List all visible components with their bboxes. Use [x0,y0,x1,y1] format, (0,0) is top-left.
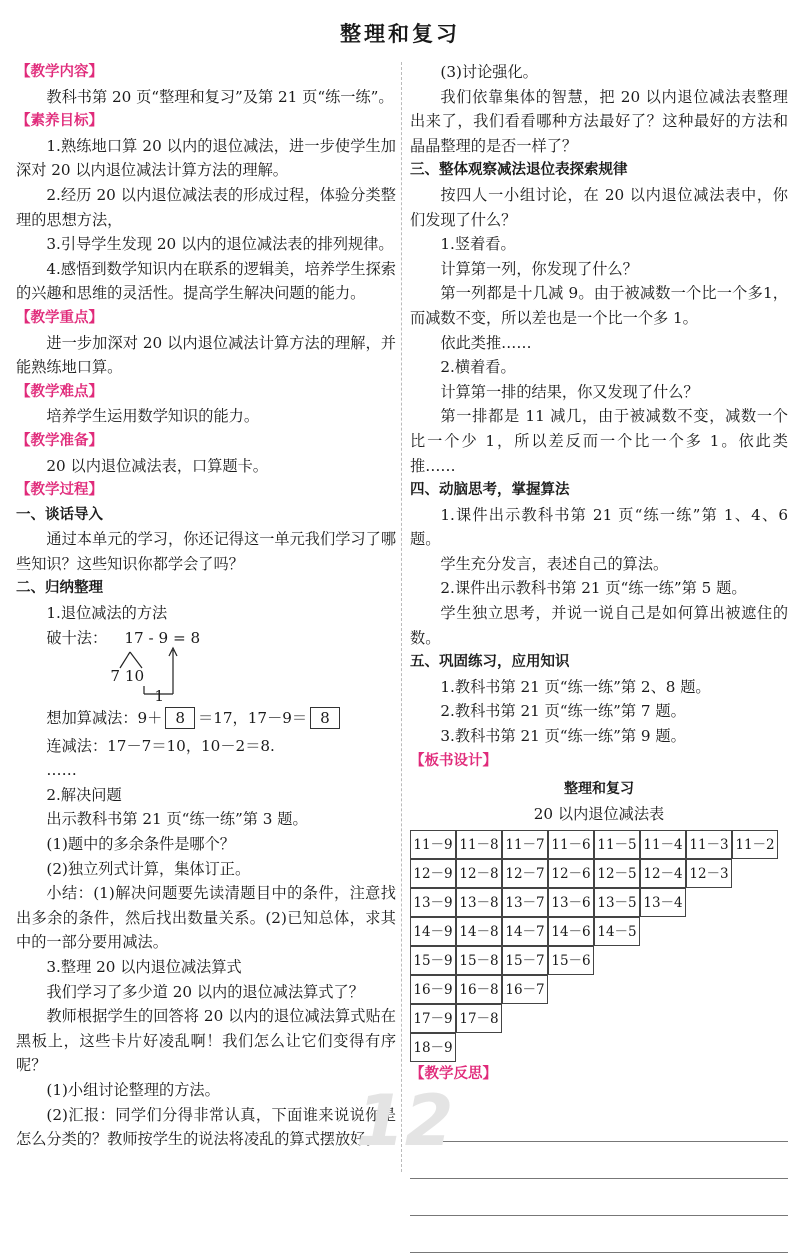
heading-process: 【教学过程】 [16,482,103,499]
table-cell: 15－7 [502,946,548,975]
right-line-14: 学生独立思考，并说一说自己是如何算出被遮住的数。 [410,604,788,647]
table-cell: 11－3 [686,830,732,859]
heading-difficult: 【教学难点】 [16,383,103,400]
page-title: 整理和复习 [340,22,460,46]
table-cell: 13－4 [640,888,686,917]
right-line-4: 1.竖着看。 [440,235,516,254]
reflection-line [410,1216,788,1253]
method-2-line-1: 出示教科书第 21 页“练一练”第 3 题。 [46,810,308,829]
section-3-heading: 三、整体观察减法退位表探索规律 [410,162,628,179]
table-cell: 12－6 [548,859,594,888]
method-3-line-3: (1)小组讨论整理的方法。 [46,1080,220,1099]
difficult-text: 培养学生运用数学知识的能力。 [46,407,260,426]
break-ten-one: 1 [154,686,165,705]
method-3-line-1: 我们学习了多少道 20 以内的退位减法算式了？ [46,982,364,1001]
section-1-heading: 一、谈话导入 [16,506,103,523]
table-cell: 11－6 [548,830,594,859]
table-cell: 13－9 [410,888,456,917]
table-cell: 14－7 [502,917,548,946]
section-1-text: 通过本单元的学习，你还记得这一单元我们学习了哪些知识？这些知识你都学会了吗？ [16,530,396,573]
right-column [410,60,788,1253]
summary-text: 小结：(1)解决问题要先读清题目中的条件，注意找出多余的条件，然后找出数量关系。(2)已知总体，求其中的一部分要用减法。 [16,884,396,952]
right-line-7: 依此类推…… [440,333,532,352]
method-2-line-2: (1)题中的多余条件是哪个？ [46,835,235,854]
table-cell: 13－6 [548,888,594,917]
table-cell: 13－8 [456,888,502,917]
table-cell: 12－3 [686,859,732,888]
answer-box-2: 8 [310,707,340,729]
column-divider [401,62,402,1172]
table-cell: 11－5 [594,830,640,859]
section-2-heading: 二、归纳整理 [16,580,103,597]
section-5-heading: 五、巩固练习，应用知识 [410,654,570,671]
ellipsis: …… [46,761,77,780]
break-ten-expression: 17 - 9 = 8 [124,628,201,647]
goal-4: 4.感悟到数学知识内在联系的逻辑美，培养学生探索的兴趣和思维的灵活性。提高学生解决问题的能力。 [16,259,396,303]
method-3-line-2: 教师根据学生的回答将 20 以内的退位减法算式贴在黑板上，这些卡片好凌乱啊！我们怎么让它们变得有序呢？ [16,1007,396,1075]
table-cell: 15－8 [456,946,502,975]
right-line-10: 第一排都是 11 减几，由于被减数不变，减数一个比一个少 1，所以差反而一个比一个多 1。依此类推…… [410,407,788,475]
add-part-a: 9＋ [137,708,163,727]
break-ten-label: 破十法： [46,628,108,647]
method-1-heading: 1.退位减法的方法 [46,604,168,623]
goal-3: 3.引导学生发现 20 以内的退位减法表的排列规律。 [46,235,394,254]
table-cell: 15－9 [410,946,456,975]
heading-goals: 【素养目标】 [16,113,103,130]
method-3-line-4: (2)汇报：同学们分得非常认真，下面谁来说说你是怎么分类的？教师按学生的说法将凌乱的算式摆放好。 [16,1105,396,1149]
board-title: 整理和复习 [564,781,634,798]
right-line-6: 第一列都是十几减 9。由于被减数一个比一个多1，而减数不变，所以差也是一个比一个多 1。 [410,284,788,327]
right-line-8: 2.横着看。 [440,358,516,377]
table-cell: 12－7 [502,859,548,888]
table-cell: 16－8 [456,975,502,1004]
table-cell: 11－7 [502,830,548,859]
heading-board: 【板书设计】 [410,752,497,769]
answer-box-1: 8 [165,707,195,729]
right-line-1: (3)讨论强化。 [440,63,538,81]
right-line-9: 计算第一排的结果，你又发现了什么？ [440,382,699,401]
add-subtract-line [16,702,396,734]
right-line-2: 我们依靠集体的智慧，把 20 以内退位减法表整理出来了，我们看看哪种方法最好了？这种最好的方法和晶晶整理的是否一样了？ [410,87,788,155]
right-line-3: 按四人一小组讨论，在 20 以内退位减法表中，你们发现了什么？ [410,185,788,229]
reflection-line [410,1179,788,1216]
table-cell: 14－8 [456,917,502,946]
table-cell: 17－9 [410,1004,456,1033]
left-column [16,60,396,1152]
page-number: 12 [356,1080,454,1162]
heading-reflect: 【教学反思】 [410,1066,497,1083]
goal-1: 1.熟练地口算 20 以内的退位减法，进一步使学生加深对 20 以内退位减法计算方法的理解。 [16,136,396,180]
method-2-line-3: (2)独立列式计算，集体订正。 [46,859,251,878]
break-ten-diagram [46,626,396,705]
right-line-12: 学生充分发言，表述自己的算法。 [440,554,669,573]
board-subtitle: 20 以内退位减法表 [533,804,665,823]
table-cell: 11－9 [410,830,456,859]
table-cell: 13－7 [502,888,548,917]
add-part-b: ＝17，17－9＝ [198,708,308,727]
table-cell: 14－6 [548,917,594,946]
table-cell: 11－2 [732,830,778,859]
method-3-heading: 3.整理 20 以内退位减法算式 [46,958,242,976]
table-cell: 15－6 [548,946,594,975]
table-cell: 12－5 [594,859,640,888]
table-cell: 16－7 [502,975,548,1004]
chain-subtraction: 连减法：17－7＝10，10－2＝8. [46,736,275,755]
key-text: 进一步加深对 20 以内退位减法计算方法的理解，并能熟练地口算。 [16,333,396,377]
subtraction-table [410,830,788,1062]
reflection-lines [410,1105,788,1253]
table-cell: 14－5 [594,917,640,946]
table-cell: 16－9 [410,975,456,1004]
content-text: 教科书第 20 页“整理和复习”及第 21 页“练一练”。 [46,87,394,106]
table-cell: 14－9 [410,917,456,946]
prep-text: 20 以内退位减法表，口算题卡。 [46,456,268,475]
right-line-17: 3.教科书第 21 页“练一练”第 9 题。 [440,727,686,746]
section-4-heading: 四、动脑思考，掌握算法 [410,482,570,499]
table-cell: 17－8 [456,1004,502,1033]
table-cell: 11－4 [640,830,686,859]
heading-key: 【教学重点】 [16,309,103,326]
reflection-line [410,1105,788,1142]
goal-2: 2.经历 20 以内退位减法表的形成过程，体验分类整理的思想方法， [16,185,396,229]
right-line-13: 2.课件出示教科书第 21 页“练一练”第 5 题。 [440,579,747,598]
heading-prep: 【教学准备】 [16,432,103,449]
right-line-15: 1.教科书第 21 页“练一练”第 2、8 题。 [440,677,711,696]
table-cell: 12－9 [410,859,456,888]
method-2-heading: 2.解决问题 [46,785,122,804]
break-ten-lines [46,626,246,702]
break-ten-split: 7 10 [110,666,145,685]
add-label: 想加算减法： [46,708,138,727]
right-line-5: 计算第一列，你发现了什么？ [440,259,638,278]
reflection-line [410,1142,788,1179]
table-cell: 13－5 [594,888,640,917]
table-cell: 12－8 [456,859,502,888]
right-line-11: 1.课件出示教科书第 21 页“练一练”第 1、4、6 题。 [410,505,788,549]
table-cell: 12－4 [640,859,686,888]
right-line-16: 2.教科书第 21 页“练一练”第 7 题。 [440,702,686,721]
table-cell: 18－9 [410,1033,456,1062]
table-cell: 11－8 [456,830,502,859]
heading-content: 【教学内容】 [16,64,103,80]
